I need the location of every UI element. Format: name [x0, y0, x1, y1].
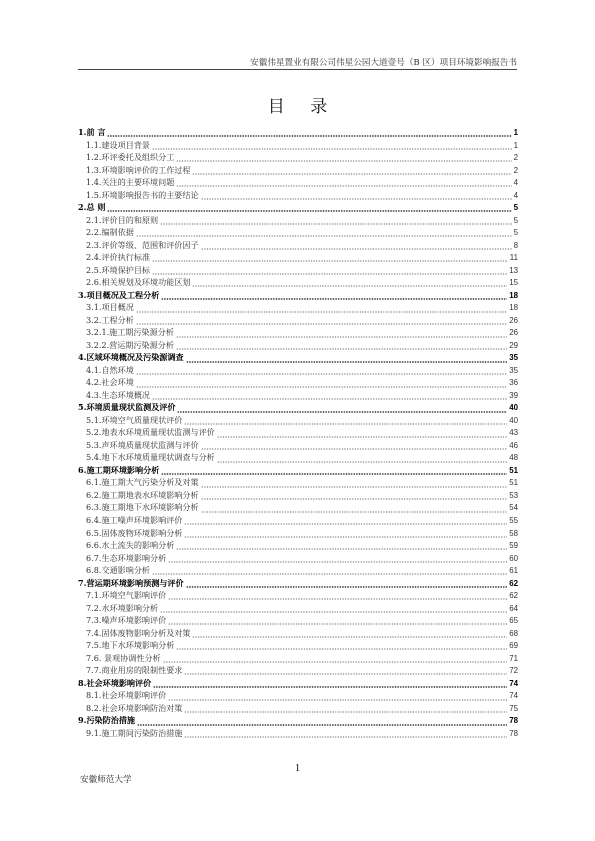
toc-section-entry[interactable] [78, 214, 518, 227]
toc-entry-page: 75 [509, 703, 518, 713]
toc-section-entry[interactable] [78, 564, 518, 577]
toc-dot-leader [177, 401, 507, 414]
toc-entry-page: 26 [509, 315, 518, 325]
toc-section-entry[interactable] [78, 614, 518, 627]
toc-dot-leader [176, 151, 511, 164]
toc-entry-label: 3.2.1.施工期污染源分析 [86, 327, 174, 338]
toc-entry-page: 1 [513, 128, 518, 137]
toc-entry-page: 58 [509, 528, 518, 538]
header-rule [78, 69, 517, 70]
toc-dot-leader [192, 164, 511, 177]
toc-dot-leader [107, 201, 511, 214]
toc-entry-page: 61 [509, 566, 518, 576]
toc-entry-label: 4.2.社会环境 [86, 377, 134, 388]
toc-entry-label: 6.1.施工期大气污染分析及对策 [86, 477, 199, 488]
toc-dot-leader [152, 139, 512, 152]
running-header: 安徽伟星置业有限公司伟星公园大道壹号（B 区）项目环境影响报告书 [250, 58, 517, 68]
toc-entry-page: 4 [513, 190, 518, 200]
toc-entry-page: 43 [509, 428, 518, 438]
toc-section-entry[interactable] [78, 652, 518, 665]
toc-entry-page: 74 [509, 691, 518, 701]
toc-entry-label: 2.1.评价目的和原则 [86, 214, 159, 225]
toc-entry-label: 7.6. 景观协调性分析 [86, 652, 161, 663]
toc-entry-page: 72 [509, 666, 518, 676]
toc-entry-label: 5.4.地下水环境质量现状调查与分析 [86, 452, 215, 463]
toc-dot-leader [152, 264, 507, 277]
toc-dot-leader [192, 627, 507, 640]
toc-dot-leader [201, 189, 512, 202]
page-number: 1 [294, 762, 301, 774]
toc-dot-leader [217, 451, 507, 464]
toc-entry-page: 29 [509, 340, 518, 350]
toc-entry-page: 35 [509, 365, 518, 375]
table-of-contents [78, 126, 518, 739]
toc-section-entry[interactable] [78, 314, 518, 327]
toc-entry-page: 39 [509, 390, 518, 400]
toc-dot-leader [184, 702, 507, 715]
toc-chapter-entry[interactable] [78, 201, 518, 214]
toc-chapter-entry[interactable] [78, 126, 518, 139]
toc-entry-label: 7.营运期环境影响预测与评价 [78, 577, 184, 588]
toc-chapter-entry[interactable] [78, 401, 518, 414]
toc-section-entry[interactable] [78, 251, 518, 264]
toc-entry-page: 68 [509, 628, 518, 638]
toc-chapter-entry[interactable] [78, 577, 518, 590]
toc-dot-leader [201, 501, 508, 514]
toc-section-entry[interactable] [78, 339, 518, 352]
toc-entry-label: 6.5.固体废物环境影响分析 [86, 527, 183, 538]
toc-entry-page: 65 [509, 616, 518, 626]
toc-dot-leader [161, 289, 507, 302]
toc-entry-page: 36 [509, 378, 518, 388]
toc-dot-leader [168, 552, 507, 565]
toc-section-entry[interactable] [78, 176, 518, 189]
toc-entry-page: 55 [509, 515, 518, 525]
toc-section-entry[interactable] [78, 514, 518, 527]
toc-chapter-entry[interactable] [78, 464, 518, 477]
toc-entry-label: 1.2.环评委托及组织分工 [86, 152, 175, 163]
toc-section-entry[interactable] [78, 602, 518, 615]
toc-entry-label: 1.5.环境影响报告书的主要结论 [86, 189, 199, 200]
toc-section-entry[interactable] [78, 664, 518, 677]
toc-entry-page: 78 [509, 716, 518, 726]
toc-dot-leader [176, 639, 507, 652]
toc-section-entry[interactable] [78, 451, 518, 464]
toc-dot-leader [168, 614, 507, 627]
toc-entry-label: 3.2.工程分析 [86, 314, 134, 325]
toc-entry-page: 2 [513, 153, 518, 163]
toc-section-entry[interactable] [78, 164, 518, 177]
toc-entry-label: 5.1.环境空气质量现状评价 [86, 414, 183, 425]
toc-dot-leader [201, 476, 508, 489]
toc-entry-label: 4.3.生态环境概况 [86, 389, 151, 400]
toc-section-entry[interactable] [78, 376, 518, 389]
toc-section-entry[interactable] [78, 639, 518, 652]
toc-dot-leader [168, 689, 507, 702]
toc-dot-leader [136, 314, 507, 327]
toc-dot-leader [184, 414, 507, 427]
toc-entry-page: 54 [509, 503, 518, 513]
toc-section-entry[interactable] [78, 326, 518, 339]
toc-dot-leader [168, 589, 507, 602]
toc-dot-leader [176, 176, 511, 189]
toc-section-entry[interactable] [78, 151, 518, 164]
toc-entry-page: 13 [509, 265, 518, 275]
toc-entry-page: 40 [509, 415, 518, 425]
toc-title: 目 录 [267, 97, 338, 117]
toc-dot-leader [201, 439, 508, 452]
toc-chapter-entry[interactable] [78, 714, 518, 727]
toc-entry-label: 7.4.固体废物影响分析及对策 [86, 627, 191, 638]
toc-entry-label: 7.7.商业用房的限制性要求 [86, 665, 183, 676]
toc-entry-page: 78 [509, 728, 518, 738]
toc-section-entry[interactable] [78, 552, 518, 565]
toc-entry-page: 26 [509, 328, 518, 338]
toc-section-entry[interactable] [78, 276, 518, 289]
toc-dot-leader [136, 226, 512, 239]
toc-entry-label: 2.2.编制依据 [86, 227, 134, 238]
toc-dot-leader [217, 426, 507, 439]
toc-dot-leader [161, 464, 507, 477]
toc-entry-page: 5 [513, 215, 518, 225]
toc-section-entry[interactable] [78, 301, 518, 314]
toc-entry-label: 1.1.建设项目背景 [86, 139, 151, 150]
toc-dot-leader [152, 564, 507, 577]
toc-entry-label: 5.环境质量现状监测及评价 [78, 402, 176, 413]
toc-entry-page: 62 [509, 578, 518, 588]
toc-entry-page: 1 [513, 140, 518, 150]
toc-entry-page: 11 [509, 253, 518, 263]
toc-section-entry[interactable] [78, 702, 518, 715]
toc-entry-label: 6.7.生态环境影响分析 [86, 552, 167, 563]
toc-section-entry[interactable] [78, 264, 518, 277]
toc-dot-leader [136, 376, 507, 389]
toc-entry-label: 9.1.施工期间污染防治措施 [86, 727, 183, 738]
toc-chapter-entry[interactable] [78, 289, 518, 302]
toc-entry-label: 6.4.施工噪声环境影响评价 [86, 514, 183, 525]
toc-entry-label: 4.1.自然环境 [86, 364, 134, 375]
toc-entry-page: 60 [509, 553, 518, 563]
toc-dot-leader [201, 489, 508, 502]
toc-entry-label: 2.3.评价等级、范围和评价因子 [86, 239, 199, 250]
toc-entry-label: 7.3.噪声环境影响评价 [86, 615, 167, 626]
toc-entry-page: 46 [509, 440, 518, 450]
toc-dot-leader [136, 301, 507, 314]
toc-entry-label: 7.1.环境空气影响评价 [86, 590, 167, 601]
toc-dot-leader [152, 251, 508, 264]
toc-dot-leader [176, 326, 507, 339]
toc-entry-label: 4.区域环境概况及污染源调查 [78, 352, 184, 363]
toc-entry-label: 5.3.声环境质量现状监测与评价 [86, 439, 199, 450]
toc-section-entry[interactable] [78, 239, 518, 252]
toc-dot-leader [107, 126, 511, 139]
toc-section-entry[interactable] [78, 501, 518, 514]
toc-entry-page: 64 [509, 603, 518, 613]
toc-section-entry[interactable] [78, 727, 518, 740]
toc-entry-label: 6.2.施工期地表水环境影响分析 [86, 489, 199, 500]
toc-section-entry[interactable] [78, 527, 518, 540]
toc-entry-label: 1.前 言 [78, 127, 106, 137]
toc-section-entry[interactable] [78, 439, 518, 452]
running-footer: 安徽师范大学 [80, 775, 132, 785]
toc-dot-leader [160, 602, 507, 615]
toc-entry-label: 6.施工期环境影响分析 [78, 464, 160, 475]
toc-entry-label: 5.2.地表水环境质量现状监测与评价 [86, 427, 215, 438]
toc-entry-page: 40 [509, 403, 518, 413]
toc-section-entry[interactable] [78, 226, 518, 239]
toc-dot-leader [201, 239, 512, 252]
toc-entry-page: 2 [513, 165, 518, 175]
toc-entry-page: 15 [509, 278, 518, 288]
toc-entry-label: 2.6.相关规划及环境功能区划 [86, 277, 191, 288]
toc-entry-page: 53 [509, 490, 518, 500]
toc-entry-label: 8.2.社会环境影响防治对策 [86, 702, 183, 713]
toc-dot-leader [186, 577, 508, 590]
toc-entry-label: 1.4.关注的主要环境问题 [86, 177, 175, 188]
toc-entry-page: 51 [509, 465, 518, 475]
toc-dot-leader [192, 276, 507, 289]
toc-entry-page: 59 [509, 541, 518, 551]
toc-dot-leader [163, 652, 508, 665]
toc-section-entry[interactable] [78, 627, 518, 640]
toc-entry-page: 18 [509, 303, 518, 313]
toc-entry-label: 7.5.地下水环境影响分析 [86, 640, 175, 651]
toc-entry-page: 5 [513, 228, 518, 238]
toc-entry-label: 9.污染防治措施 [78, 715, 136, 726]
toc-dot-leader [152, 389, 507, 402]
toc-entry-page: 69 [509, 641, 518, 651]
toc-section-entry[interactable] [78, 539, 518, 552]
toc-entry-page: 8 [513, 240, 518, 250]
toc-entry-label: 2.4.评价执行标准 [86, 252, 151, 263]
toc-entry-label: 6.8.交通影响分析 [86, 565, 151, 576]
toc-entry-label: 2.总 则 [78, 202, 106, 213]
toc-entry-label: 8.1.社会环境影响评价 [86, 690, 167, 701]
toc-section-entry[interactable] [78, 189, 518, 202]
toc-entry-label: 6.3.施工期地下水环境影响分析 [86, 502, 199, 513]
toc-dot-leader [136, 364, 507, 377]
toc-dot-leader [184, 664, 507, 677]
toc-dot-leader [184, 727, 507, 740]
toc-entry-label: 3.项目概况及工程分析 [78, 289, 160, 300]
toc-section-entry[interactable] [78, 139, 518, 152]
toc-section-entry[interactable] [78, 489, 518, 502]
toc-entry-label: 2.5.环境保护目标 [86, 264, 151, 275]
toc-chapter-entry[interactable] [78, 677, 518, 690]
toc-dot-leader [153, 677, 507, 690]
toc-entry-label: 8.社会环境影响评价 [78, 677, 152, 688]
toc-entry-page: 18 [509, 290, 518, 300]
toc-entry-label: 3.2.2.营运期污染源分析 [86, 339, 174, 350]
toc-entry-page: 51 [509, 478, 518, 488]
toc-dot-leader [184, 527, 507, 540]
toc-entry-page: 62 [509, 591, 518, 601]
toc-dot-leader [186, 351, 508, 364]
toc-chapter-entry[interactable] [78, 351, 518, 364]
toc-entry-page: 74 [509, 678, 518, 688]
toc-entry-label: 1.3.环境影响评价的工作过程 [86, 164, 191, 175]
toc-section-entry[interactable] [78, 589, 518, 602]
toc-entry-page: 5 [513, 203, 518, 213]
toc-dot-leader [160, 214, 512, 227]
toc-entry-page: 48 [509, 453, 518, 463]
toc-section-entry[interactable] [78, 476, 518, 489]
toc-section-entry[interactable] [78, 364, 518, 377]
toc-entry-label: 7.2.水环境影响分析 [86, 602, 159, 613]
toc-entry-label: 6.6.水土流失的影响分析 [86, 540, 175, 551]
toc-entry-label: 3.1.项目概况 [86, 302, 134, 313]
toc-dot-leader [176, 339, 507, 352]
toc-section-entry[interactable] [78, 689, 518, 702]
toc-entry-page: 4 [513, 178, 518, 188]
toc-section-entry[interactable] [78, 414, 518, 427]
toc-entry-page: 71 [509, 653, 518, 663]
toc-dot-leader [184, 514, 507, 527]
toc-dot-leader [137, 714, 507, 727]
toc-entry-page: 35 [509, 353, 518, 363]
toc-section-entry[interactable] [78, 389, 518, 402]
toc-dot-leader [176, 539, 507, 552]
toc-section-entry[interactable] [78, 426, 518, 439]
